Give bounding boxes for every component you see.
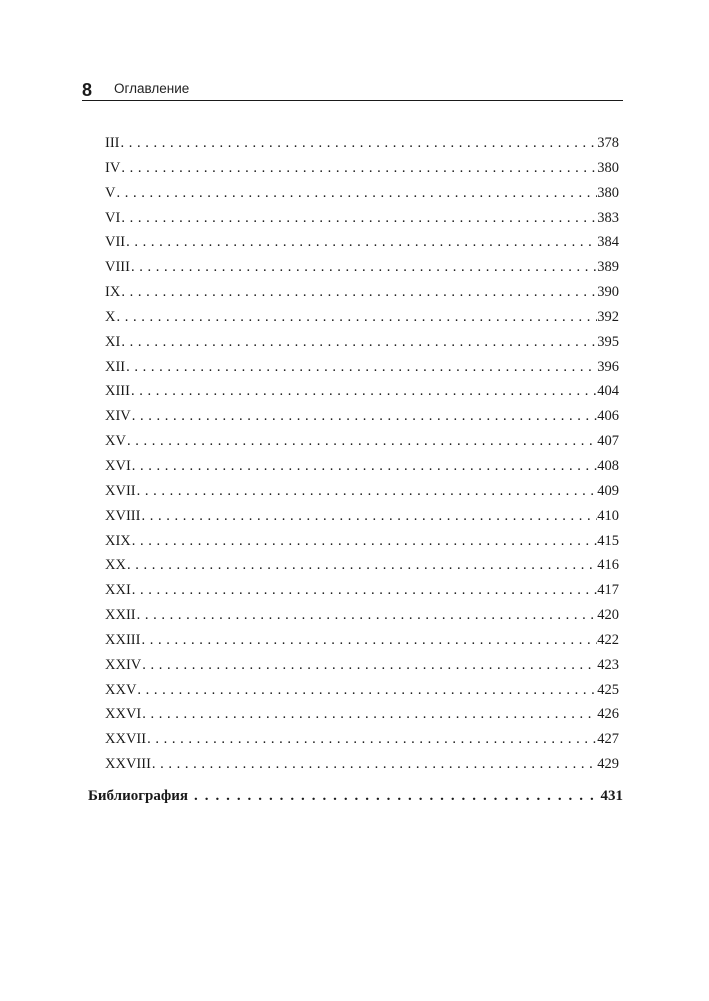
page-number: 8: [82, 80, 93, 100]
toc-entry[interactable]: [105, 230, 619, 255]
toc-entry[interactable]: [105, 479, 619, 504]
toc-entry-label: XXV: [105, 681, 137, 698]
dot-leader: [115, 181, 597, 206]
dot-leader: [136, 479, 598, 504]
toc-entry-label: XXI: [105, 582, 131, 599]
toc-entry-label: VII: [105, 234, 126, 251]
toc-entry[interactable]: [105, 678, 619, 703]
toc-entry-page: 427: [597, 731, 619, 748]
toc-entry[interactable]: [105, 454, 619, 479]
toc-entry-page: 392: [597, 308, 619, 325]
dot-leader: [131, 404, 597, 429]
toc-entry-label: X: [105, 308, 116, 325]
dot-leader: [120, 206, 597, 231]
dot-leader: [131, 578, 597, 603]
toc-entry-page: 378: [597, 135, 619, 151]
toc-entry-label: XXIII: [105, 631, 141, 648]
toc-entry-label: VI: [105, 209, 121, 226]
bibliography-label: Библиография: [88, 788, 189, 804]
toc-entry[interactable]: [105, 727, 619, 752]
toc-entry[interactable]: [105, 379, 619, 404]
toc-entry-label: XIX: [105, 532, 131, 549]
toc-entry-page: 425: [597, 681, 619, 698]
dot-leader: [136, 678, 597, 703]
toc-entry[interactable]: [105, 653, 619, 678]
dot-leader: [136, 603, 598, 628]
toc-entry[interactable]: [105, 131, 619, 156]
dot-leader: [125, 355, 597, 380]
toc-entry[interactable]: [105, 280, 619, 305]
toc-entry[interactable]: [105, 181, 619, 206]
dot-leader: [131, 529, 597, 554]
toc-entry-label: XXVII: [105, 731, 147, 748]
toc-entry-label: III: [105, 135, 120, 151]
toc-entry-label: V: [105, 184, 116, 201]
toc-entry[interactable]: [105, 305, 619, 330]
toc-entry[interactable]: [105, 702, 619, 727]
toc-entry[interactable]: [105, 603, 619, 628]
toc-entry-label: XVI: [105, 457, 131, 474]
dot-leader: [140, 628, 597, 653]
toc-entry[interactable]: [105, 553, 619, 578]
toc-entry-label: XIII: [105, 383, 130, 400]
running-header: [82, 80, 623, 101]
toc-entry-page: 383: [597, 209, 619, 226]
toc-entry-label: XXII: [105, 607, 136, 624]
toc-entry-label: XXVIII: [105, 756, 151, 773]
toc-entry[interactable]: [105, 255, 619, 280]
toc-entry-page: 390: [597, 284, 619, 301]
dot-leader: [120, 156, 597, 181]
dot-leader: [115, 305, 597, 330]
toc-entry-label: XVIII: [105, 507, 141, 524]
toc-entry-page: 408: [597, 457, 619, 474]
toc-entry-page: 429: [597, 756, 619, 773]
dot-leader: [130, 379, 597, 404]
toc-entry-page: 410: [597, 507, 619, 524]
toc-entry-label: XVII: [105, 482, 136, 499]
toc-entry-page: 420: [597, 607, 619, 624]
toc-entry-label: XX: [105, 557, 126, 574]
toc-entry-page: 380: [597, 159, 619, 176]
toc-entry[interactable]: [105, 330, 619, 355]
toc-entry-label: XXIV: [105, 656, 142, 673]
toc-entry[interactable]: [105, 578, 619, 603]
toc-entry-page: 417: [597, 582, 619, 599]
toc-entry-page: 384: [597, 234, 619, 251]
toc-entry-page: 389: [597, 259, 619, 276]
toc-entry-page: 426: [597, 706, 619, 723]
toc-entry-page: 395: [597, 333, 619, 350]
toc-entry[interactable]: [105, 529, 619, 554]
running-title: Оглавление: [114, 81, 190, 96]
toc-entry-label: XI: [105, 333, 121, 350]
dot-leader: [131, 454, 597, 479]
dot-leader: [126, 553, 597, 578]
toc-entry-label: XIV: [105, 408, 131, 425]
dot-leader: [126, 429, 597, 454]
dot-leader: [130, 255, 597, 280]
toc-entry-page: 404: [597, 383, 619, 400]
toc-entry-page: 380: [597, 184, 619, 201]
dot-leader: [120, 131, 598, 156]
dot-leader: [188, 785, 600, 807]
table-of-contents: [105, 131, 619, 777]
toc-entry-label: IV: [105, 159, 121, 176]
dot-leader: [146, 727, 597, 752]
dot-leader: [151, 752, 597, 777]
bibliography-page: 431: [600, 788, 623, 804]
toc-entry[interactable]: [105, 504, 619, 529]
toc-entry-label: VIII: [105, 259, 130, 276]
toc-entry[interactable]: [105, 429, 619, 454]
toc-entry-label: XV: [105, 433, 126, 450]
toc-entry-page: 423: [597, 656, 619, 673]
toc-entry[interactable]: [105, 404, 619, 429]
dot-leader: [120, 330, 597, 355]
dot-leader: [141, 702, 597, 727]
toc-entry-bibliography[interactable]: [88, 785, 623, 807]
toc-entry-page: 406: [597, 408, 619, 425]
toc-entry[interactable]: [105, 355, 619, 380]
toc-entry[interactable]: [105, 206, 619, 231]
toc-entry-label: XII: [105, 358, 126, 375]
dot-leader: [141, 653, 597, 678]
toc-entry[interactable]: [105, 156, 619, 181]
toc-entry-page: 422: [597, 631, 619, 648]
toc-entry-label: XXVI: [105, 706, 142, 723]
toc-entry-page: 415: [597, 532, 619, 549]
toc-entry[interactable]: [105, 628, 619, 653]
toc-entry-page: 409: [597, 482, 619, 499]
dot-leader: [140, 504, 597, 529]
dot-leader: [120, 280, 597, 305]
toc-entry-page: 407: [597, 433, 619, 450]
toc-entry-page: 396: [597, 358, 619, 375]
toc-entry-page: 416: [597, 557, 619, 574]
dot-leader: [125, 230, 597, 255]
toc-entry[interactable]: [105, 752, 619, 777]
toc-entry-label: IX: [105, 284, 121, 301]
